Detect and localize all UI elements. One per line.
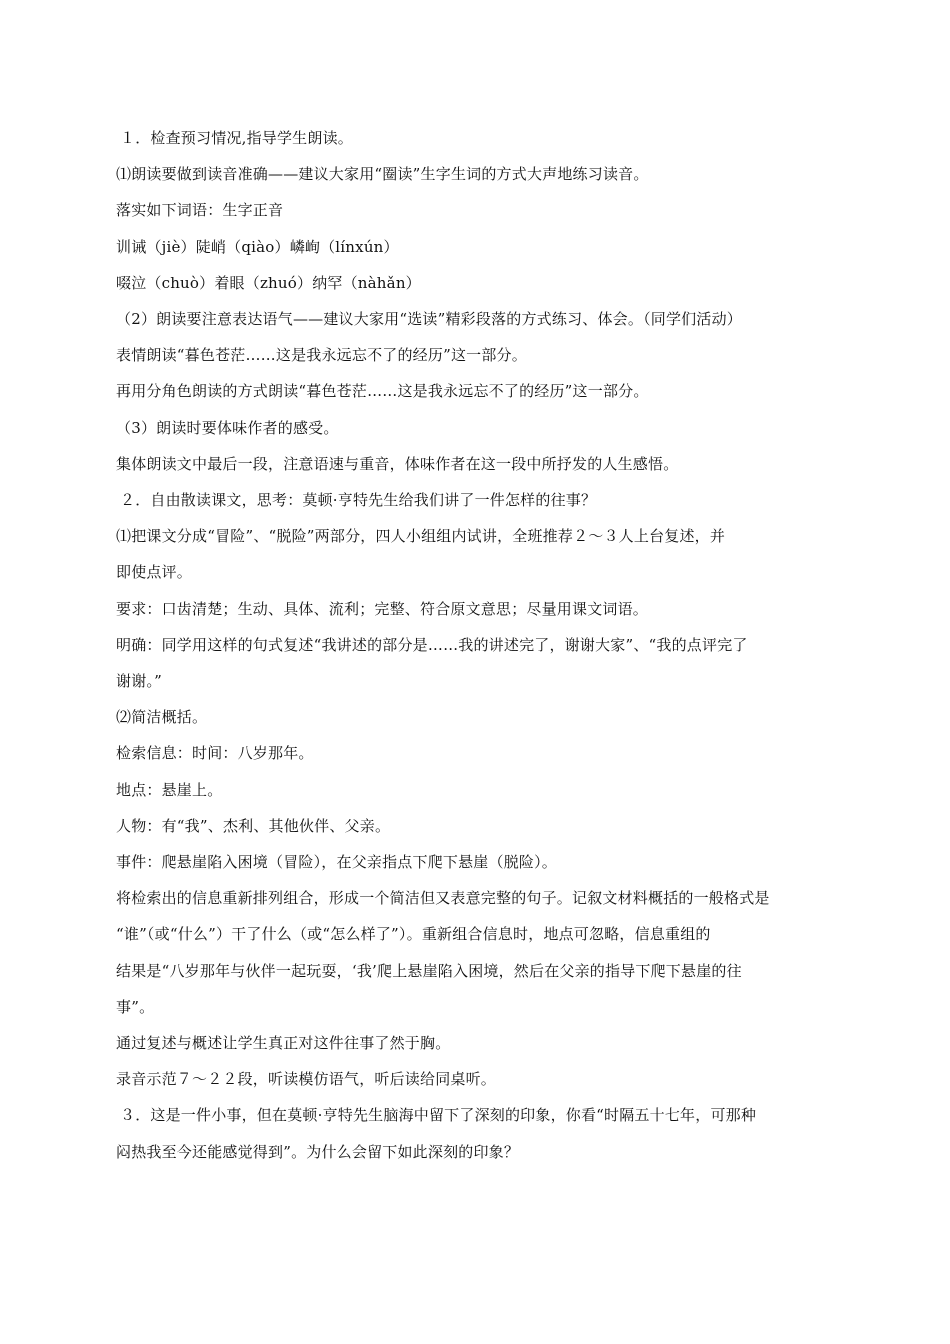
paragraph: 明确：同学用这样的句式复述“我讲述的部分是……我的讲述完了，谢谢大家”、“我的点评完了: [116, 635, 748, 654]
paragraph: 谢谢。”: [116, 672, 162, 691]
paragraph: 结果是“八岁那年与伙伴一起玩耍，‘我’爬上悬崖陷入困境，然后在父亲的指导下爬下悬崖的往: [116, 961, 742, 980]
step-2-heading: ２．自由散读课文，思考：莫顿·亨特先生给我们讲了一件怎样的往事？: [120, 491, 597, 510]
pinyin-line: 训诫（jiè）陡峭（qiào）嶙峋（línxún）: [116, 237, 399, 256]
paragraph: （2）朗读要注意表达语气——建议大家用“选读”精彩段落的方式练习、体会。（同学们活动）: [116, 310, 742, 329]
paragraph: ⑵简洁概括。: [116, 708, 208, 727]
paragraph: 再用分角色朗读的方式朗读“暮色苍茫……这是我永远忘不了的经历”这一部分。: [116, 382, 649, 401]
paragraph: 闷热我至今还能感觉得到”。为什么会留下如此深刻的印象？: [116, 1142, 520, 1161]
step-1-heading: １．检查预习情况,指导学生朗读。: [120, 129, 353, 147]
lesson-text: [116, 120, 838, 1170]
pinyin-line: 啜泣（chuò）着眼（zhuó）纳罕（nàhǎn）: [116, 273, 421, 292]
paragraph: “谁”（或“什么”）干了什么（或“怎么样了”）。重新组合信息时，地点可忽略，信息重组的: [116, 925, 711, 944]
paragraph: （3）朗读时要体味作者的感受。: [116, 418, 339, 437]
paragraph: 事件：爬悬崖陷入困境（冒险），在父亲指点下爬下悬崖（脱险）。: [116, 853, 558, 872]
paragraph: 集体朗读文中最后一段，注意语速与重音，体味作者在这一段中所抒发的人生感悟。: [116, 454, 679, 473]
paragraph: 将检索出的信息重新排列组合，形成一个简洁但又表意完整的句子。记叙文材料概括的一般格式是: [116, 889, 770, 908]
paragraph: 检索信息：时间：八岁那年。: [116, 744, 314, 763]
paragraph: 事”。: [116, 997, 155, 1016]
paragraph: 即使点评。: [116, 563, 193, 582]
paragraph: 地点：悬崖上。: [116, 780, 223, 799]
paragraph: ⑴朗读要做到读音准确——建议大家用“圈读”生字生词的方式大声地练习读音。: [116, 165, 649, 184]
paragraph: 落实如下词语：生字正音: [116, 201, 284, 220]
step-3-heading: ３．这是一件小事，但在莫顿·亨特先生脑海中留下了深刻的印象，你看“时隔五十七年，可那种: [120, 1106, 757, 1125]
paragraph: ⑴把课文分成“冒险”、“脱险”两部分，四人小组组内试讲，全班推荐２～３人上台复述，并: [116, 527, 726, 546]
paragraph: 表情朗读“暮色苍茫……这是我永远忘不了的经历”这一部分。: [116, 346, 527, 365]
paragraph: 要求：口齿清楚；生动、具体、流利；完整、符合原文意思；尽量用课文词语。: [116, 599, 649, 618]
paragraph: 通过复述与概述让学生真正对这件往事了然于胸。: [116, 1034, 451, 1053]
paragraph: 人物：有“我”、杰利、其他伙伴、父亲。: [116, 816, 391, 835]
paragraph: 录音示范７～２２段，听读模仿语气，听后读给同桌听。: [116, 1070, 497, 1089]
